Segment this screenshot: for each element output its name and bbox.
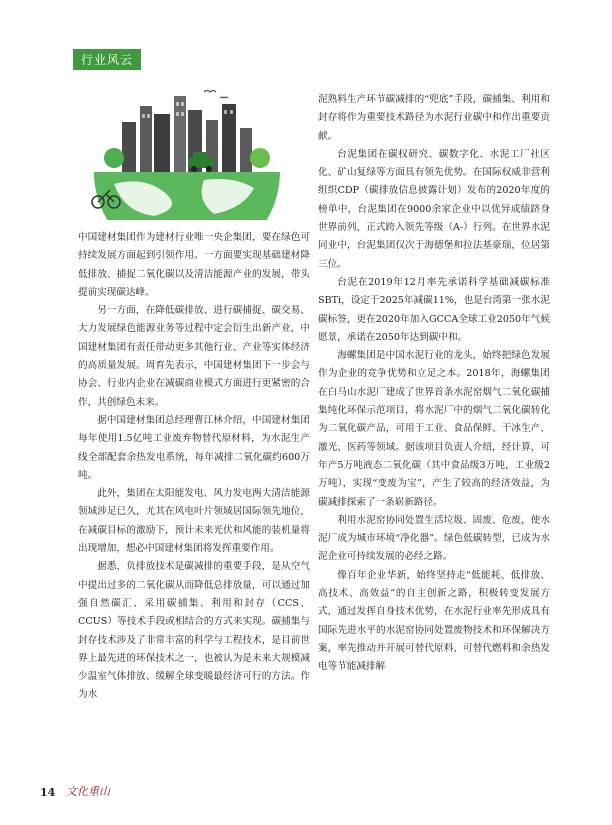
paragraph: 泥熟料生产环节碳减排的“兜底”手段，碳捕集、利用和封存将作为重要技术路径为水泥行业碳中和作出重要贡献。 (318, 94, 550, 142)
right-column (318, 91, 550, 677)
paragraph: 中国建材集团作为建材行业唯一央企集团，要在绿色可持续发展方面起到引领作用。一方面要实现基础建材降低排放、捕捉二氧化碳以及清洁能源产业的发展，带头提前实现碳达峰。 (78, 232, 310, 298)
paragraph: 据中国建材集团总经理曹江林介绍，中国建材集团每年使用1.5亿吨工业废弃物替代原材料，为水泥生产线全部配套余热发电系统，每年减排二氧化碳约600万吨。 (78, 414, 310, 481)
green-city-globe-icon (84, 84, 290, 220)
paragraph: 利用水泥窑协同处置生活垃圾、固废、危废，使水泥厂成为城市环境“净化器”。绿色低碳转型，已成为水泥企业可持续发展的必经之路。 (318, 514, 550, 563)
left-column (78, 229, 310, 705)
paragraph: 台泥在2019年12月率先承诺科学基础减碳标准SBTi，设定于2025年减碳11%，也是台湾第一张水泥碳标签，更在2020年加入GCCA全球工业2050年气候愿景，承诺在2050年达到碳中和。 (318, 276, 550, 343)
paragraph: 台泥集团在碳权研究、碳数字化、水泥工厂社区化、矿山复绿等方面具有领先优势。在国际权威非营利组织CDP（碳排放信息披露计划）发布的2020年度的榜单中，台泥集团在9000余家企业中以优异成绩跻身世界前列，正式跨入领先等级（A-）行列。在世界水泥同业中，台泥集团仅次于海德堡和拉法基豪瑞，位居第三位。 (318, 148, 550, 270)
page-number: 14 (40, 786, 56, 799)
paragraph: 此外，集团在太阳能发电、风力发电两大清洁能源领域涉足已久，尤其在风电叶片领域居国际领先地位，在减碳目标的激励下，预计未来光伏和风能的装机量将出现增加，想必中国建材集团将发挥重要作用。 (78, 488, 310, 555)
paragraph: 像百年企业华新，始终坚持走“低能耗、低排放、高技术、高效益”的自主创新之路，积极转变发展方式，通过发挥自身技术优势，在水泥行业率先形成具有国际先进水平的水泥窑协同处置废物技术和环保解决方案，率先推动并开展可替代原料、可替代燃料和余热发电等节能减排解 (318, 569, 550, 673)
paragraph: 海螺集团是中国水泥行业的龙头，始终把绿色发展作为企业的竞争优势和立足之本。2018年，海螺集团在白马山水泥厂建成了世界首条水泥窑烟气二氧化碳捕集纯化环保示范项目，将水泥厂中的烟气二氧化碳转化为二氧化碳产品，可用于工业、食品保鲜、干冰生产、激光、医药等领域。据该项目负责人介绍，经计算，可年产5万吨液态二氧化碳（其中食品级3万吨，工业级2万吨），实现“变废为宝”，产生了较高的经济效益，为碳减排探索了一条崭新路径。 (318, 350, 550, 508)
magazine-logo: 文化重山 (66, 785, 110, 798)
paragraph: 据悉，负排放技术是碳减排的重要手段，是从空气中提出过多的二氧化碳从而降低总排放量，可以通过加强自然碳汇、采用碳捕集、利用和封存（CCS、CCUS）等技术手段或相结合的方式来实现。碳捕集与封存技术涉及了非常丰富的科学与工程技术，是目前世界上最先进的环保技术之一，也被认为是未来大规模减少温室气体排放、缓解全球变暖最经济可行的方法。作为水 (78, 561, 310, 701)
section-tag: 行业风云 (73, 49, 141, 70)
paragraph: 另一方面，在降低碳排放、进行碳捕捉、碳交易、大力发展绿色能源业务等过程中定会衍生出新产业，中国建材集团有责任带动更多其他行业、产业等实体经济的高质量发展。周育先表示，中国建材集团下一步会与协会、行业内企业在减碳商业模式方面进行更紧密的合作，共创绿色未来。 (78, 305, 310, 408)
